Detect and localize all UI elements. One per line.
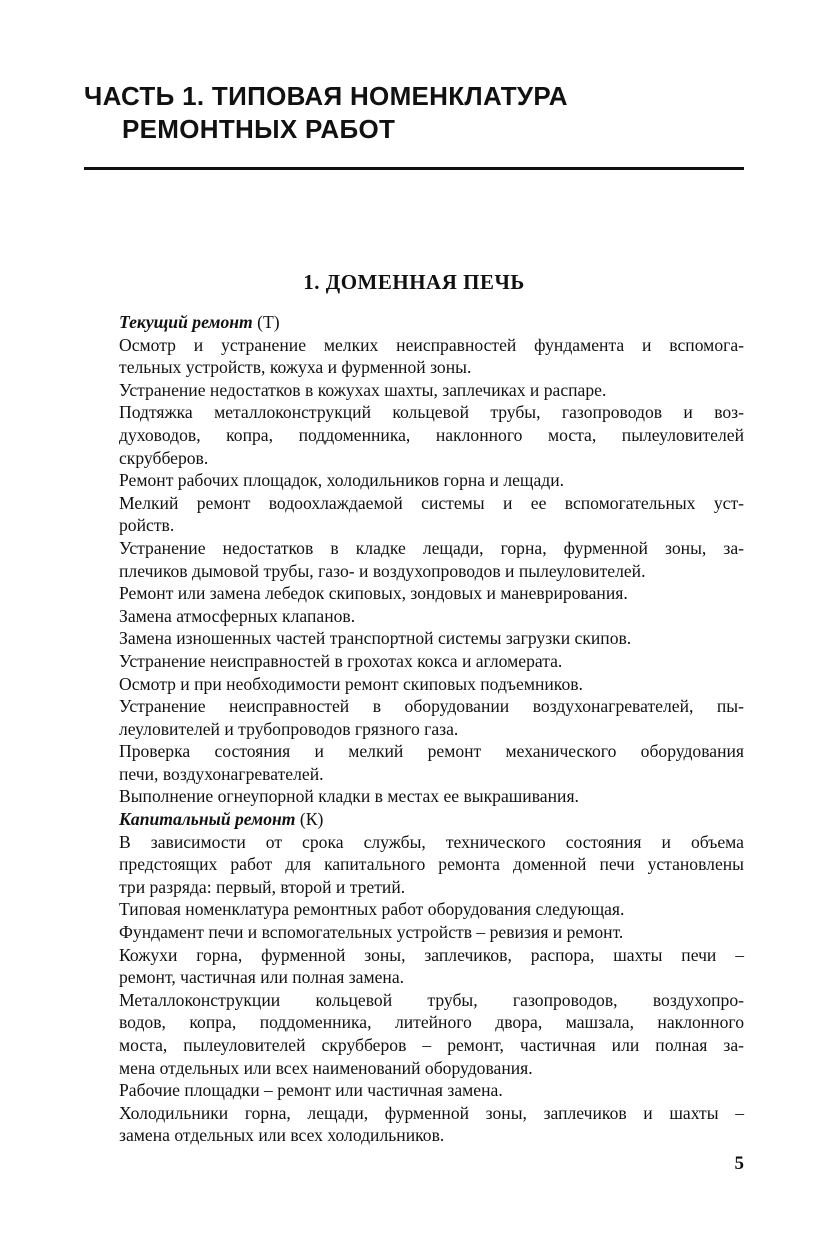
list-item (84, 989, 744, 1079)
list-item (84, 605, 744, 628)
text-line: мена отдельных или всех наименований оборудования. (119, 1057, 533, 1078)
capital-repair-heading (84, 808, 744, 831)
text-line: три разряда: первый, второй и третий. (119, 876, 406, 897)
text-line: ремонт, частичная или полная замена. (119, 967, 405, 988)
text-line: Ремонт рабочих площадок, холодильников горна и лещади. (119, 470, 565, 491)
list-item (84, 944, 744, 989)
text-line: Рабочие площадки – ремонт или частичная замена. (119, 1080, 503, 1101)
text-line: Металлоконструкции кольцевой трубы, газопроводов, воздухопро- (119, 989, 744, 1010)
list-item (84, 921, 744, 944)
capital-repair-list (84, 831, 744, 1147)
current-repair-list (84, 334, 744, 808)
text-line: Выполнение огнеупорной кладки в местах ее выкрашивания. (119, 786, 579, 807)
text-line: скрубберов. (119, 447, 209, 468)
list-item (84, 673, 744, 696)
title-divider (84, 167, 744, 170)
text-line: духоводов, копра, поддоменника, наклонного моста, пылеуловителей (119, 424, 744, 445)
list-item (84, 401, 744, 469)
list-item (84, 785, 744, 808)
list-item (84, 650, 744, 673)
list-item (84, 831, 744, 899)
list-item (84, 469, 744, 492)
text-line: печи, воздухонагревателей. (119, 763, 324, 784)
list-item (84, 695, 744, 740)
list-item (84, 1079, 744, 1102)
text-line: моста, пылеуловителей скрубберов – ремонт, частичная или полная за- (119, 1035, 744, 1055)
text-line: Холодильники горна, лещади, фурменной зоны, заплечиков и шахты – (119, 1102, 744, 1123)
text-line: плечиков дымовой трубы, газо- и воздухопроводов и пылеуловителей. (119, 560, 646, 581)
current-repair-heading (84, 311, 744, 334)
part-title-line-2: РЕМОНТНЫХ РАБОТ (122, 114, 396, 144)
text-line: Проверка состояния и мелкий ремонт механического оборудования (119, 741, 744, 762)
list-item (84, 379, 744, 402)
text-line: замена отдельных или всех холодильников. (119, 1125, 445, 1146)
list-item (84, 582, 744, 605)
text-line: Устранение недостатков в кладке лещади, горна, фурменной зоны, за- (119, 537, 744, 558)
text-line: предстоящих работ для капитального ремонта доменной печи установлены (119, 854, 744, 875)
text-line: тельных устройств, кожуха и фурменной зоны. (119, 357, 472, 378)
text-line: Замена изношенных частей транспортной системы загрузки скипов. (119, 628, 632, 649)
text-line: Фундамент печи и вспомогательных устройств – ревизия и ремонт. (119, 922, 624, 943)
text-line: Устранение неисправностей в грохотах кокса и агломерата. (119, 650, 563, 671)
chapter-title: 1. ДОМЕННАЯ ПЕЧЬ (303, 270, 525, 294)
text-line: Типовая номенклатура ремонтных работ оборудования следующая. (119, 899, 625, 920)
part-title-line-1: ЧАСТЬ 1. ТИПОВАЯ НОМЕНКЛАТУРА (84, 81, 568, 111)
text-line: Устранение неисправностей в оборудовании воздухонагревателей, пы- (119, 696, 744, 717)
list-item (84, 627, 744, 650)
list-item (84, 898, 744, 921)
current-repair-title: Текущий ремонт (119, 312, 253, 332)
list-item (84, 334, 744, 379)
text-line: Замена атмосферных клапанов. (119, 605, 356, 626)
text-line: Мелкий ремонт водоохлаждаемой системы и ее вспомогательных уст- (119, 492, 744, 513)
text-line: Подтяжка металлоконструкций кольцевой трубы, газопроводов и воз- (119, 402, 744, 423)
capital-repair-code: (К) (299, 809, 324, 830)
text-line: В зависимости от срока службы, технического состояния и объема (119, 831, 744, 852)
list-item (84, 740, 744, 785)
list-item (84, 492, 744, 537)
text-line: Осмотр и устранение мелких неисправностей фундамента и вспомога- (119, 334, 744, 355)
page-number: 5 (734, 1153, 744, 1174)
text-line: ройств. (119, 515, 175, 536)
body-text (84, 311, 744, 1147)
text-line: водов, копра, поддоменника, литейного двора, машзала, наклонного (119, 1012, 744, 1033)
capital-repair-title: Капитальный ремонт (119, 809, 296, 830)
text-line: Кожухи горна, фурменной зоны, заплечиков, распора, шахты печи – (119, 944, 744, 965)
text-line: Осмотр и при необходимости ремонт скиповых подъемников. (119, 673, 583, 694)
list-item (84, 537, 744, 582)
text-line: Устранение недостатков в кожухах шахты, заплечиках и распаре. (119, 379, 607, 400)
text-line: леуловителей и трубопроводов грязного газа. (119, 718, 459, 739)
list-item (84, 1102, 744, 1147)
part-title (84, 80, 764, 146)
current-repair-code: (Т) (257, 312, 280, 332)
text-line: Ремонт или замена лебедок скиповых, зондовых и маневрирования. (119, 583, 628, 604)
